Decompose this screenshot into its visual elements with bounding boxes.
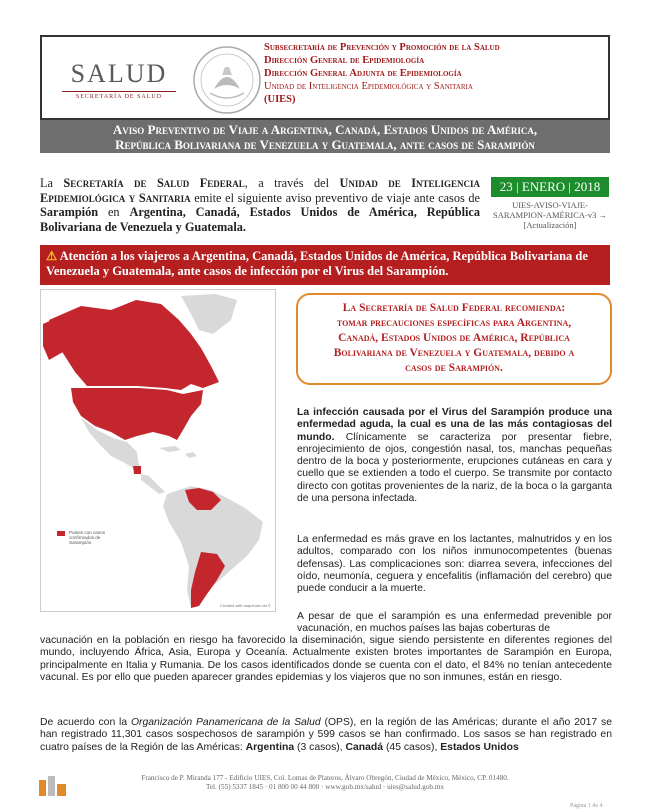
title-line-1: Aviso Preventivo de Viaje a Argentina, Canadá, Estados Unidos de América, <box>112 122 538 137</box>
alert-text: Atención a los viajeros a Argentina, Canadá, Estados Unidos de América, República Bolivariana de Venezuela y Guatemala, ante casos de infección por el Virus del Sarampión. <box>46 249 588 278</box>
paragraph-measles-description <box>297 407 612 505</box>
recommendation-box <box>296 293 612 385</box>
rec-line-3: Canadá, Estados Unidos de América, República <box>338 332 570 344</box>
intro-text: La <box>40 176 64 190</box>
legend-label: Países con casos confirmados de Sarampión. <box>69 530 106 545</box>
greenland-shape <box>181 294 237 334</box>
intro-text: , a través del <box>244 176 340 190</box>
map-credit: Created with mapchart.net © <box>220 603 271 608</box>
logo-subtitle: SECRETARÍA DE SALUD <box>75 94 163 100</box>
header-line-4: Unidad de Inteligencia Epidemiológica y Sanitaria <box>264 81 473 92</box>
uies-logo-icon <box>38 772 68 798</box>
paragraph-vaccination-cont: vacunación en la población en riesgo ha favorecido la diseminación, sigue siendo persistente en diferentes regiones del mundo, incluyendo África, Asia, Europa y Oceanía. Actualmente existen brotes importantes de Sarampión en Europa, principalmente en Italia y Rumania. De los casos identificados donde se cuenta con el dato, el 84% no tenían antecedente vacunal. Es por ello que pueden aparecer grandes epidemias y los viajeros que no son inmunes, están en riesgo. <box>40 635 612 683</box>
paragraph-text: Clínicamente se caracteriza por presentar fiebre, enrojecimiento de ojos, congestión nasal, tos, manchas pequeñas dentro de la boca y posteriormente, erupciones cutáneas en cara y cuello que se extienden a todo el cuerpo. Se transmite por contacto directo con gotitas provenientes de la nariz, de la boca o la garganta de una persona infectada. <box>297 431 612 505</box>
paragraph-italic: Organización Panamericana de la Salud <box>130 717 321 728</box>
paragraph-text: (3 casos), <box>294 741 346 753</box>
header-line-3: Dirección General Adjunta de Epidemiología <box>264 68 462 79</box>
footer-line-1: Francisco de P. Miranda 177 - Edificio UIES, Col. Lomas de Plateros, Álvaro Obregón, Ciudad de México, México, CP. 01480. <box>141 774 509 782</box>
document-reference: UIES-AVISO-VIAJE-SARAMPION-AMÉRICA-v3 → [Actualización] <box>492 200 608 230</box>
intro-bold: Secretaría de Salud Federal <box>63 176 245 190</box>
title-line-2: República Bolivariana de Venezuela y Guatemala, ante casos de Sarampión <box>115 137 535 152</box>
map-graphic <box>41 290 277 613</box>
intro-paragraph <box>40 176 480 234</box>
header-line-2: Dirección General de Epidemiología <box>264 55 425 66</box>
paragraph-ops-stats <box>40 717 612 754</box>
header-line-5: (UIES) <box>264 94 296 105</box>
header-lines <box>264 41 609 106</box>
intro-text: emite el siguiente aviso preventivo de viaje ante casos de <box>190 190 480 205</box>
central-america-shape <box>141 474 165 494</box>
guatemala-shape <box>133 466 141 474</box>
paragraph-vaccination-start: A pesar de que el sarampión es una enfermedad prevenible por vacunación, en muchos países las bajas coberturas de <box>297 611 612 635</box>
intro-text: en <box>98 205 130 219</box>
rec-line-1: La Secretaría de Salud Federal recomienda: <box>342 302 566 314</box>
paragraph-bold: Argentina <box>245 741 295 753</box>
rec-line-4: Bolivariana de Venezuela y Guatemala, debido a <box>333 347 575 359</box>
logo-divider <box>62 91 176 92</box>
header-line-1: Subsecretaría de Prevención y Promoción de la Salud <box>264 42 500 53</box>
paragraph-text: De acuerdo con la <box>40 717 131 728</box>
footer-line-2: Tel. (55) 5337 1845 · 01 800 00 44 800 · www.gob.mx/salud · uies@salud.gob.mx <box>205 783 445 791</box>
page-number: Página 1 de 4 <box>570 803 603 809</box>
salud-logo <box>54 59 184 109</box>
caribbean-shape <box>159 446 197 458</box>
intro-bold: Argentina, Canadá, Estados Unidos de América, República Bolivariana de Venezuela y Guatemala. <box>40 205 481 234</box>
rec-line-5: casos de Sarampión. <box>405 362 503 374</box>
intro-bold: Unidad de Inteligencia Epidemiológica y Sanitaria <box>40 176 480 205</box>
footer-address <box>90 774 560 792</box>
document-title <box>40 120 610 153</box>
legend-swatch <box>57 531 65 536</box>
warning-icon: ⚠ <box>46 249 58 263</box>
paragraph-severity: La enfermedad es más grave en los lactantes, malnutridos y en los adultos, comparado con los niños inmunocompetentes (buenas defensas). Las complicaciones son: diarrea severa, infecciones del oído, neumonía, ceguera y encefalitis (inflamación del cerebro) que puede conducir a la muerte. <box>297 534 612 595</box>
paragraph-bold: La infección causada por el Virus del Sarampión produce una enfermedad aguda, la cual es una de las más contagiosas del mundo. <box>297 407 612 443</box>
logo-word: SALUD <box>70 59 168 88</box>
national-seal-icon <box>192 45 262 115</box>
rec-line-2: tomar precauciones específicas para Argentina, <box>336 317 572 329</box>
paragraph-bold: Estados Unidos <box>440 741 519 753</box>
paragraph-text: (OPS), en la región de las Américas; durante el año 2017 se han registrado 11,301 casos sospechosos de sarampión y 599 casos se han confirmado. Los sasos se han registrado en cuatro países de la Región de las Américas: <box>40 717 612 753</box>
date-badge: 23 | ENERO | 2018 <box>491 177 609 197</box>
paragraph-text: (45 casos), <box>383 741 441 753</box>
map-legend <box>57 530 119 545</box>
paragraph-bold: Canadá <box>345 741 384 753</box>
intro-bold: Sarampión <box>40 205 99 219</box>
americas-map <box>40 289 276 612</box>
alert-banner <box>40 245 610 285</box>
document-header <box>40 35 610 120</box>
